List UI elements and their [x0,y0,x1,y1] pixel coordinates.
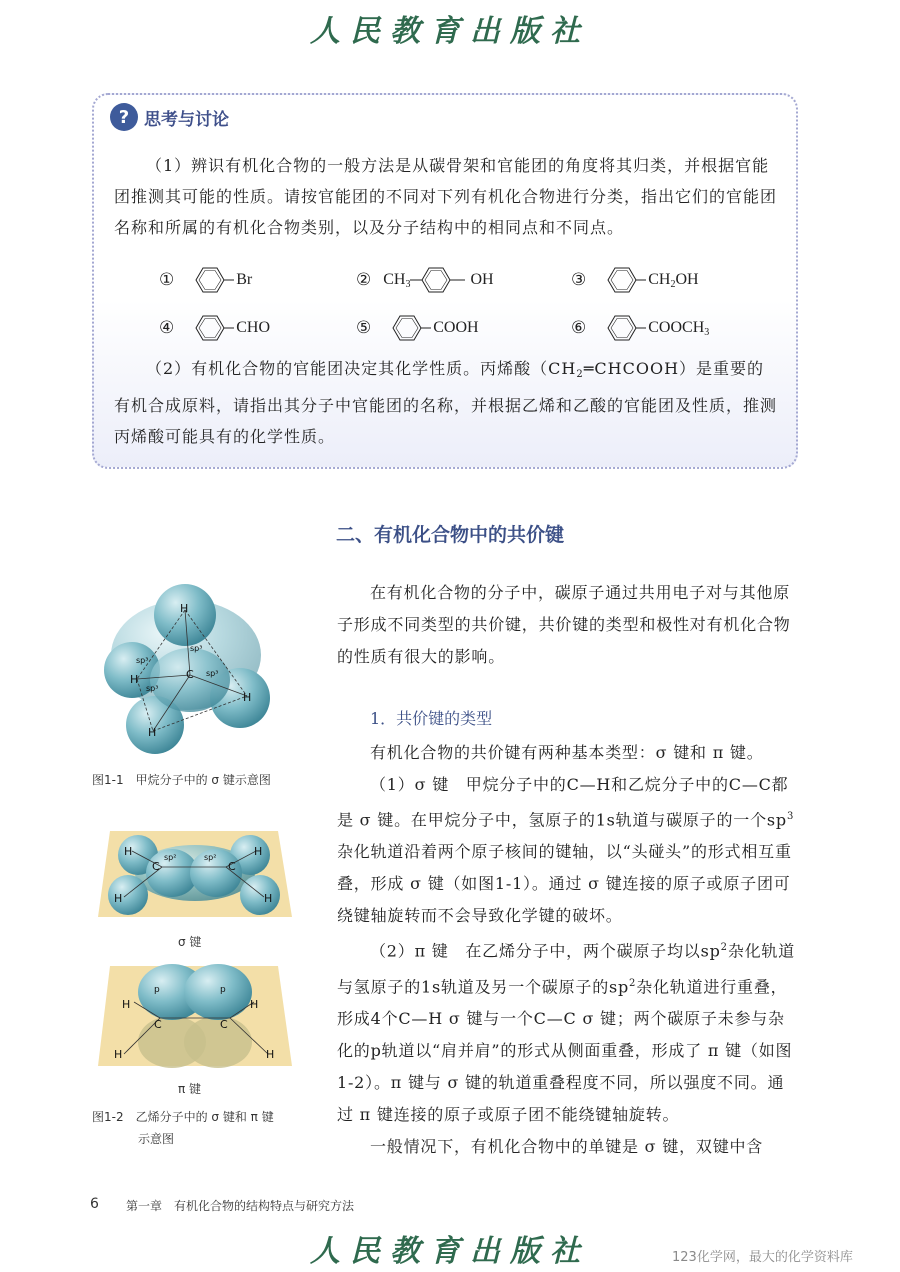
svg-text:p: p [220,985,226,995]
think-question-1: （1）辨识有机化合物的一般方法是从碳骨架和官能团的角度将其归类，并根据官能团推测其可能的性质。请按官能团的不同对下列有机化合物进行分类，指出它们的官能团名称和所属的有机化合物类别，以及分子结构中的相同点和不同点。 [114,156,778,237]
svg-text:sp²: sp² [164,853,177,862]
svg-text:H: H [124,845,133,858]
sigma-bond-paragraph: （1）σ 键 甲烷分子中的C—H和乙烷分子中的C—C都是 σ 键。在甲烷分子中，氢原子的1s轨道与碳原子的一个$sp^3$杂化轨道沿着两个原子核间的键轴，以“头碰头”的形式相互重叠，形成 σ 键（如图1-1）。通过 σ 键连接的原子或原子团可绕键轴旋转而不会导致化学键的破坏。 [337,775,795,926]
svg-text:H: H [114,892,123,905]
think-question-2: （2）有机化合物的官能团决定其化学性质。丙烯酸$(CH_2═CHCOOH)$是重要的有机合成原料，请指出其分子中官能团的名称，并根据乙烯和乙酸的官能团及性质，推测丙烯酸可能具有的化学性质。 [114,359,778,446]
pi-bond-label: π 键 [178,1082,202,1096]
benzene-ring-icon [410,265,470,295]
fig1-caption: 图1-1 甲烷分子中的 σ 键示意图 [92,773,271,787]
atom-label-h: H [148,726,157,739]
general-paragraph: 一般情况下，有机化合物中的单键是 σ 键，双键中含 [370,1136,764,1156]
watermark-text: 123化学网，最大的化学资料库 [672,1250,853,1265]
atom-label-c: C [186,668,194,681]
orbital-label-sp3: sp³ [206,669,219,678]
compound-2: ② $CH_3$ OH [356,265,494,295]
benzene-ring-icon [383,313,433,343]
benzene-ring-icon [598,265,648,295]
orbital-label-sp3: sp³ [146,684,159,693]
svg-text:C: C [154,1018,162,1031]
fig2-caption-cont: 示意图 [138,1132,175,1146]
bond-types-paragraph: 有机化合物的共价键有两种基本类型：σ 键和 π 键。 [370,743,764,762]
compound-1: ① Br [159,265,252,295]
benzene-ring-icon [186,265,236,295]
atom-label-h: H [180,602,189,615]
svg-text:sp²: sp² [204,853,217,862]
pi-bond-paragraph: （2）π 键 在乙烯分子中，两个碳原子均以$sp^2$杂化轨道与氢原子的1s轨道及另一个碳原子的$sp^2$杂化轨道进行重叠，形成4个C—H σ 键与一个C—C σ 键；两个碳原子未参与杂化的p轨道以“肩并肩”的形式从侧面重叠，形成了 π 键（如图1-2）。π 键与 σ 键的轨道重叠程度不同，所以强度不同。通过 π 键连接的原子或原子团不能绕键轴旋转。 [337,941,796,1124]
svg-text:H: H [254,845,263,858]
orbital-label-sp3: sp³ [136,656,149,665]
ethylene-pi-figure [92,962,297,1072]
svg-text:C: C [220,1018,228,1031]
subsection-heading: 1．共价键的类型 [370,709,493,728]
benzene-ring-icon [186,313,236,343]
publisher-logo-top: 人民教育出版社 [310,14,590,49]
svg-text:H: H [264,892,273,905]
section-title: 二、有机化合物中的共价键 [336,524,565,546]
fig2-caption: 图1-2 乙烯分子中的 σ 键和 π 键 [92,1110,274,1124]
orbital-label-sp3: sp³ [190,644,203,653]
sigma-bond-label: σ 键 [178,935,202,949]
atom-label-h: H [130,673,139,686]
think-discuss-title: 思考与讨论 [144,109,229,130]
compound-4: ④ CHO [159,313,270,343]
svg-text:C: C [228,860,236,873]
think-discuss-box [92,93,798,469]
benzene-ring-icon [598,313,648,343]
body-text-block [337,737,799,1163]
page-number: 6 [90,1196,99,1212]
compound-3: ③ $CH_2OH$ [571,265,699,295]
think-discuss-header [110,103,229,131]
svg-text:H: H [266,1048,275,1061]
methane-sigma-figure [100,580,300,765]
publisher-logo-bottom: 人民教育出版社 [310,1234,590,1269]
svg-text:p: p [154,985,160,995]
question-bubble-icon: ? [110,103,138,131]
svg-text:H: H [114,1048,123,1061]
svg-text:C: C [152,860,160,873]
svg-text:H: H [250,998,259,1011]
svg-text:H: H [122,998,131,1011]
compound-6: ⑥ $COOCH_3$ [571,313,709,343]
compound-5: ⑤ COOH [356,313,479,343]
ethylene-sigma-figure [92,825,297,923]
chapter-title: 第一章 有机化合物的结构特点与研究方法 [126,1199,355,1213]
atom-label-h: H [243,691,252,704]
intro-paragraph: 在有机化合物的分子中，碳原子通过共用电子对与其他原子形成不同类型的共价键，共价键的类型和极性对有机化合物的性质有很大的影响。 [337,583,791,666]
